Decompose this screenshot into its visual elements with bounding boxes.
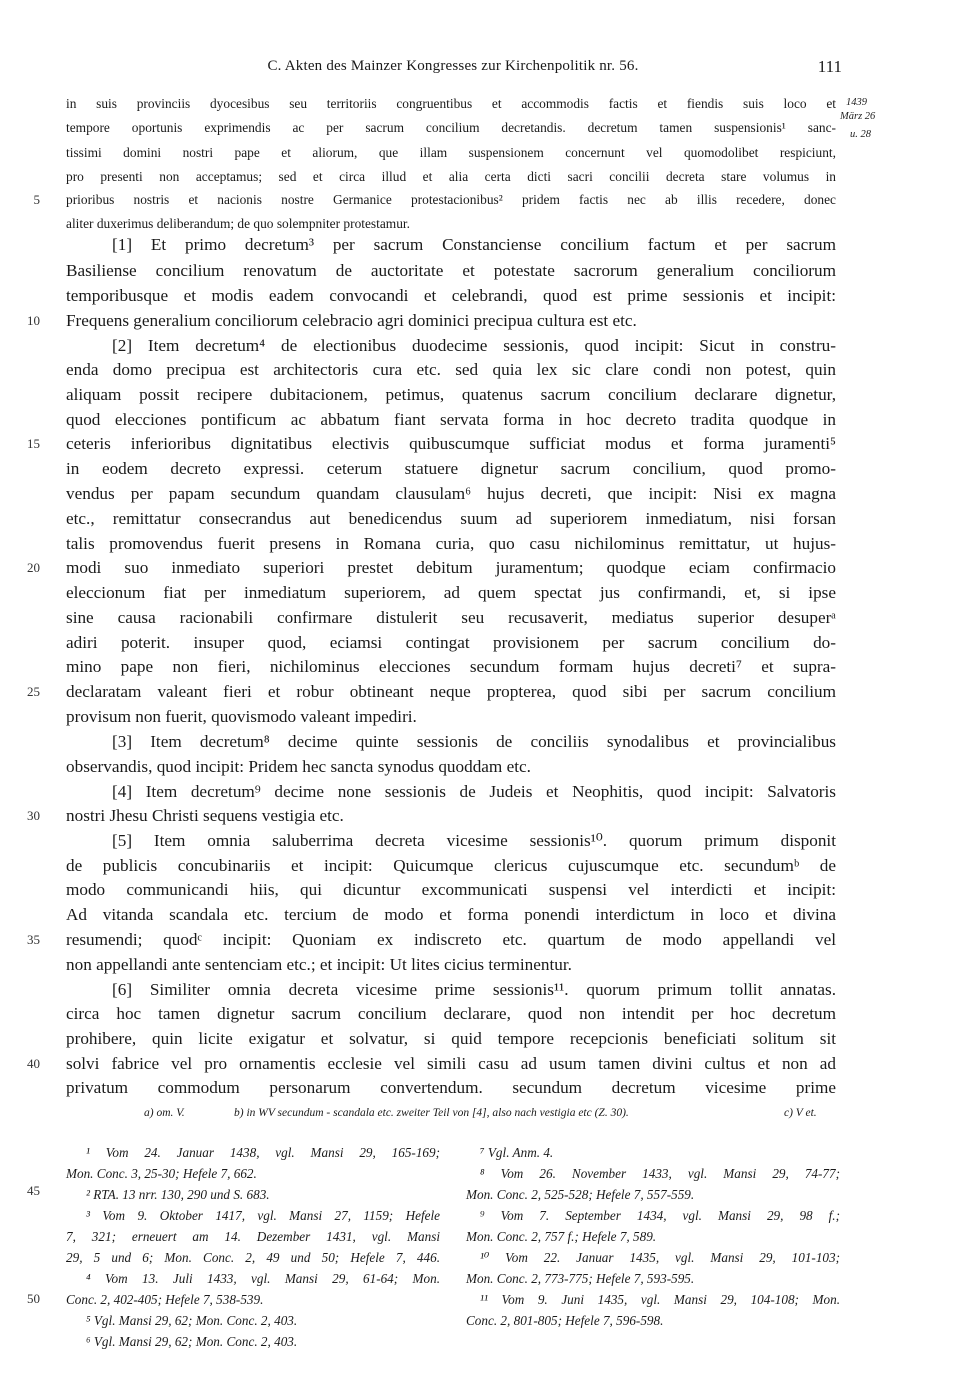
body-line: declaratam valeant fieri et robur obtineant neque propterea, quod sibi per sacrum concilium — [66, 682, 836, 701]
footnote-line: ⁸ Vom 26. November 1433, vgl. Mansi 29, 74-77; — [480, 1166, 840, 1181]
body-line: observandis, quod incipit: Pridem hec sancta synodus quoddam etc. — [66, 757, 531, 776]
footnote-line: ³ Vom 9. Oktober 1417, vgl. Mansi 27, 1159; Hefele — [86, 1208, 440, 1223]
apparatus-note: c) V et. — [784, 1107, 817, 1119]
page-header — [66, 58, 840, 82]
body-line: temporibusque et modis eadem convocandi et celebrandi, quod est prime sessionis et incipit: — [66, 286, 836, 305]
footnote-line: ⁹ Vom 7. September 1434, vgl. Mansi 29, 98 f.; — [480, 1208, 840, 1223]
apparatus-note: a) om. V. — [144, 1107, 185, 1119]
body-line: [1] Et primo decretum³ per sacrum Constanciense concilium factum et per sacrum — [112, 235, 836, 254]
preamble-line: in suis provinciis dyocesibus seu territoriis congruentibus et accommodis factis et fiendis suis loco et — [66, 96, 836, 111]
body-line: modi suo inmediato superiori prestet debitum juramentum; quodque eciam confirmacio — [66, 558, 836, 577]
preamble-line: tissimi domini nostri pape et aliorum, que illam suspensionem concernunt vel quomodolibet respiciunt, — [66, 145, 836, 160]
line-number: 35 — [27, 932, 40, 947]
footnote-line: Mon. Conc. 2, 773-775; Hefele 7, 593-595. — [466, 1271, 695, 1286]
body-line: de publicis concubinariis et incipit: Quicumque clericus cujuscumque etc. secundumᵇ de — [66, 856, 836, 875]
body-line: privatum commodum personarum convertendum. secundum decretum vicesime prime — [66, 1078, 836, 1097]
footnote-line: Conc. 2, 402-405; Hefele 7, 538-539. — [66, 1292, 264, 1307]
body-line: talis promovendus fuerit presens in Romana curia, quo casu nichilominus remittatur, ut hujus- — [66, 534, 836, 553]
footnote-line: ⁶ Vgl. Mansi 29, 62; Mon. Conc. 2, 403. — [86, 1334, 298, 1349]
footnote-line: ² RTA. 13 nrr. 130, 290 und S. 683. — [86, 1187, 270, 1202]
body-line: eleccionum fiat per inmediatum superiorem, ad quem spectat jus confirmandi, et, si ipse — [66, 583, 836, 602]
margin-date-month: März 26 — [840, 111, 876, 122]
preamble-line: tempore oportunis exprimendis ac per sacrum concilium decretandis. decretum tamen suspensionis¹ sanc- — [66, 120, 836, 135]
body-line: solvi fabrice vel pro ornamentis ecclesie vel simili casu ad usum tamen divini cultus et non ad — [66, 1054, 836, 1073]
line-number: 25 — [27, 684, 40, 699]
footnote-line: 7, 321; erneuert am 14. Dezember 1431, vgl. Mansi — [66, 1229, 440, 1244]
footnote-line: ⁷ Vgl. Anm. 4. — [480, 1145, 554, 1160]
footnote-line: Mon. Conc. 2, 525-528; Hefele 7, 557-559. — [466, 1187, 695, 1202]
body-line: nostri Jhesu Christi sequens vestigia etc. — [66, 806, 344, 825]
body-line: mino pape non fieri, nichilominus elecciones secundum formam hujus decreti⁷ et supra- — [66, 657, 836, 676]
body-line: circa hoc tamen dignetur sacrum concilium declarare, quod non intendit per hoc decretum — [66, 1004, 836, 1023]
footnote-line: ¹⁰ Vom 22. Januar 1435, vgl. Mansi 29, 101-103; — [480, 1250, 840, 1265]
line-number: 15 — [27, 436, 40, 451]
line-number: 10 — [27, 313, 40, 328]
footnote-line: ¹¹ Vom 9. Juni 1435, vgl. Mansi 29, 104-108; Mon. — [480, 1292, 840, 1307]
body-line: [5] Item omnia saluberrima decreta vicesime sessionis¹⁰. quorum primum disponit — [112, 831, 836, 850]
footnote-line: Mon. Conc. 2, 757 f.; Hefele 7, 589. — [466, 1229, 657, 1244]
body-line: adiri poterit. insuper quod, eciamsi contingat provisionem per sacrum concilium do- — [66, 633, 836, 652]
body-line: [2] Item decretum⁴ de electionibus duodecime sessionis, quod incipit: Sicut in constru- — [112, 336, 836, 355]
preamble-line: prioribus nostris et nacionis nostre Germanice protestacionibus² pridem factis nec ab illis recedere, donec — [66, 192, 836, 207]
body-line: quod elecciones pontificum ac abbatum fiant servata forma in hoc decreto tradita quodque in — [66, 410, 836, 429]
body-line: enda domo precipua est architectoris cura etc. sed quia lex sic clare condi non potest, quin — [66, 360, 836, 379]
body-line: [3] Item decretum⁸ decime quinte sessionis de conciliis synodalibus et provincialibus — [112, 732, 836, 751]
body-line: provisum non fuerit, quovismodo valeant impediri. — [66, 707, 417, 726]
body-line: Basiliense concilium renovatum de auctoritate et potestate sacrorum generalium conciliorum — [66, 261, 836, 280]
footnote-line: 29, 5 und 6; Mon. Conc. 2, 49 und 50; Hefele 7, 446. — [66, 1250, 440, 1265]
body-line: aliquam possit recipere dubitacionem, petimus, quatenus sacrum concilium declarare dignetur, — [66, 385, 836, 404]
footnote-line: ⁵ Vgl. Mansi 29, 62; Mon. Conc. 2, 403. — [86, 1313, 298, 1328]
preamble-line: aliter duxerimus deliberandum; de quo solempniter protestamur. — [66, 216, 410, 231]
footnote-line: ¹ Vom 24. Januar 1438, vgl. Mansi 29, 165-169; — [86, 1145, 440, 1160]
footnote-line: Mon. Conc. 3, 25-30; Hefele 7, 662. — [66, 1166, 257, 1181]
line-number: 45 — [27, 1183, 40, 1198]
footnote-line: Conc. 2, 801-805; Hefele 7, 596-598. — [466, 1313, 664, 1328]
body-line: modo communicandi hiis, qui dicuntur excommunicati suspensi vel interdicti et incipit: — [66, 880, 836, 899]
line-number: 5 — [33, 192, 40, 207]
body-line: ceteris inferioribus dignitatibus electivis quibuscumque sufficiat modus et forma juramenti⁵ — [66, 434, 836, 453]
body-line: sine causa racionabili confirmare distulerit seu recusaverit, mediatus superior desuperᵃ — [66, 608, 836, 627]
margin-date-year: 1439 — [846, 97, 867, 108]
body-line: prohibere, quin licite exigatur et solvatur, si quid tempore recepcionis beneficiati solitum sit — [66, 1029, 836, 1048]
body-line: non appellandi ante sentenciam etc.; et incipit: Ut lites cicius terminentur. — [66, 955, 572, 974]
body-line: resumendi; quodᶜ incipit: Quoniam ex indiscreto etc. quartum de modo appellandi vel — [66, 930, 836, 949]
body-line: Frequens generalium conciliorum celebracio agri dominici precipua cultura est etc. — [66, 311, 637, 330]
body-line: in eodem decreto expressi. ceterum statuere dignetur sacrum concilium, quod promo- — [66, 459, 836, 478]
footnote-line: ⁴ Vom 13. Juli 1433, vgl. Mansi 29, 61-64; Mon. — [86, 1271, 440, 1286]
running-head: C. Akten des Mainzer Kongresses zur Kirchenpolitik nr. 56. — [267, 58, 639, 74]
line-number: 30 — [27, 808, 40, 823]
line-number: 50 — [27, 1291, 40, 1306]
body-line: vendus per papam secundum quandam clausulam⁶ hujus decreti, que incipit: Nisi ex magna — [66, 484, 836, 503]
body-line: [4] Item decretum⁹ decime none sessionis de Judeis et Neophitis, quod incipit: Salvatoris — [112, 782, 836, 801]
body-line: Ad vitanda scandala etc. tercium de modo et forma ponendi interdictum in loco et divina — [66, 905, 836, 924]
line-number: 40 — [27, 1056, 40, 1071]
body-line: etc., remittatur consecrandus aut benedicendus suum ad superiorem inmediatum, nisi forsan — [66, 509, 836, 528]
page-number: 111 — [817, 57, 842, 76]
body-line: [6] Similiter omnia decreta vicesime prime sessionis¹¹. quorum primum tollit annatas. — [112, 980, 836, 999]
preamble-line: pro presenti non acceptamus; sed et circa illud et alia certa dicti sacri concilii decreta stare volumus in — [66, 169, 836, 184]
apparatus-note: b) in WV secundum - scandala etc. zweiter Teil von [4], also nach vestigia etc (Z. 30). — [234, 1107, 629, 1119]
margin-date-day: u. 28 — [850, 129, 871, 140]
line-number: 20 — [27, 560, 40, 575]
